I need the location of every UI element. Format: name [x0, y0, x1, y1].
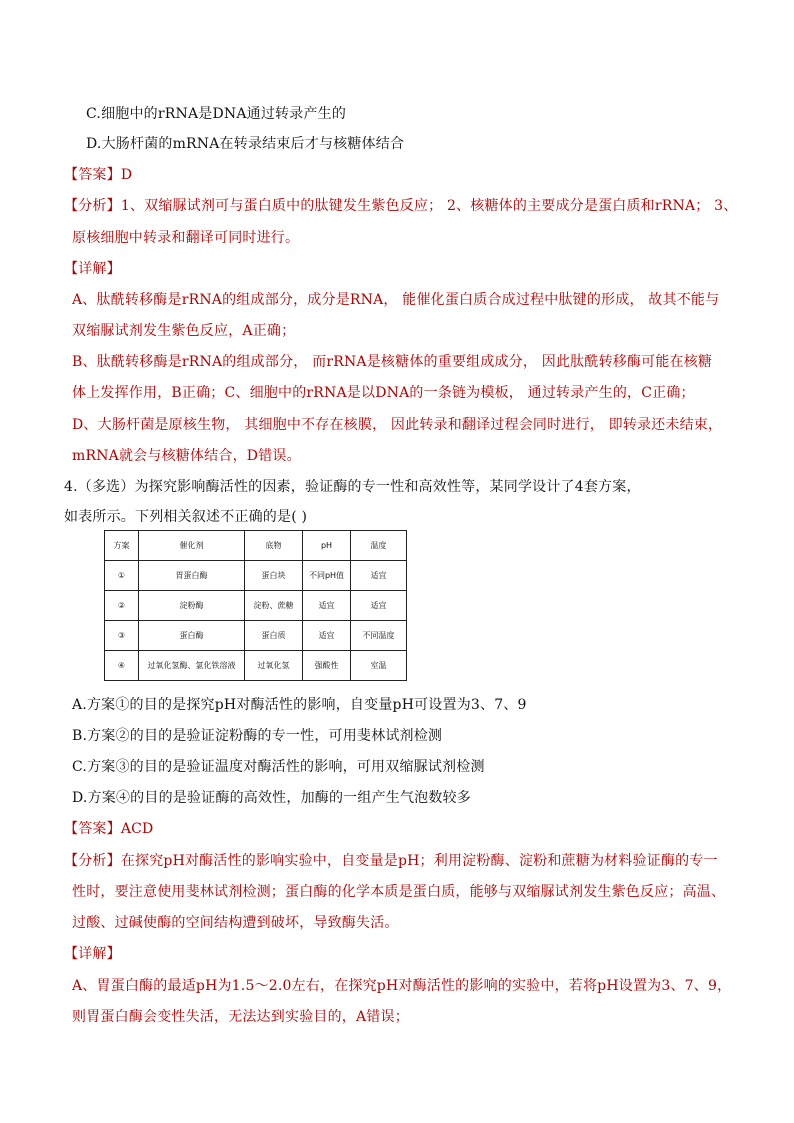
table-cell: 蛋白块: [245, 561, 303, 591]
analysis-row-3: 过酸、过碱使酶的空间结构遭到破坏，导致酶失活。: [72, 915, 399, 931]
table-row: [105, 591, 407, 621]
scheme-table: [104, 530, 407, 681]
table-cell: 适宜: [351, 591, 407, 621]
table-cell: ③: [105, 621, 139, 651]
table-header: pH: [303, 531, 351, 561]
table-cell: 不同温度: [351, 621, 407, 651]
table-cell: ②: [105, 591, 139, 621]
table-cell: ④: [105, 651, 139, 681]
table-row: [105, 561, 407, 591]
table-header: 催化剂: [139, 531, 245, 561]
analysis-row-1: [64, 851, 718, 871]
table-header: 方案: [105, 531, 139, 561]
option-d: D.大肠杆菌的mRNA在转录结束后才与核糖体结合: [86, 136, 405, 152]
analysis-text: 在探究pH对酶活性的影响实验中，自变量是pH；利用淀粉酶、淀粉和蔗糖为材料验证酶的专一: [120, 853, 718, 869]
table-cell: 淀粉、蔗糖: [245, 591, 303, 621]
analysis-tag: 【分析】: [64, 853, 121, 869]
table-cell: 蛋白质: [245, 621, 303, 651]
option-c: C.细胞中的rRNA是DNA通过转录产生的: [86, 106, 347, 122]
table-cell: 过氧化氢酶、氯化铁溶液: [139, 651, 245, 681]
table-cell: 适宜: [303, 621, 351, 651]
analysis-row-1: [64, 196, 737, 216]
answer-tag: 【答案】: [64, 167, 121, 183]
table-cell: ①: [105, 561, 139, 591]
table-row: [105, 621, 407, 651]
answer-row: [64, 165, 132, 185]
option-c: C.方案③的目的是验证温度对酶活性的影响，可用双缩脲试剂检测: [72, 759, 485, 775]
table-cell: 不同pH值: [303, 561, 351, 591]
table-cell: 淀粉酶: [139, 591, 245, 621]
answer-value: D: [120, 167, 133, 183]
table-row: [105, 651, 407, 681]
table-header-row: [105, 531, 407, 561]
table-cell: 胃蛋白酶: [139, 561, 245, 591]
option-a: A.方案①的目的是探究pH对酶活性的影响，自变量pH可设置为3、7、9: [72, 697, 527, 713]
question-stem-1: 4.（多选）为探究影响酶活性的因素，验证酶的专一性和高效性等，某同学设计了4套方案，: [64, 479, 641, 495]
table-cell: 适宜: [351, 561, 407, 591]
analysis-text: 1、双缩脲试剂可与蛋白质中的肽键发生紫色反应； 2、核糖体的主要成分是蛋白质和rRNA； 3、: [120, 198, 738, 214]
detail-line: 则胃蛋白酶会变性失活，无法达到实验目的，A错误；: [72, 1009, 409, 1025]
detail-line: 双缩脲试剂发生紫色反应，A正确；: [72, 323, 296, 339]
answer-row: [64, 819, 153, 839]
question-stem-2: 如表所示。下列相关叙述不正确的是( ): [64, 509, 308, 525]
answer-value: ACD: [120, 821, 154, 837]
detail-line: B、肽酰转移酶是rRNA的组成部分， 而rRNA是核糖体的重要组成成分， 因此肽酰转移酶可能在核糖: [72, 354, 713, 370]
detail-line: 体上发挥作用，B正确；C、细胞中的rRNA是以DNA的一条链为模板， 通过转录产生的，C正确；: [72, 385, 695, 401]
detail-line: A、胃蛋白酶的最适pH为1.5～2.0左右，在探究pH对酶活性的影响的实验中，若将pH设置为3、7、9，: [72, 978, 732, 994]
detail-tag: 【详解】: [64, 261, 121, 277]
option-b: B.方案②的目的是验证淀粉酶的专一性，可用斐林试剂检测: [72, 728, 443, 744]
table-cell: 室温: [351, 651, 407, 681]
table-cell: 适宜: [303, 591, 351, 621]
answer-tag: 【答案】: [64, 821, 121, 837]
analysis-row-2: 性时，要注意使用斐林试剂检测；蛋白酶的化学本质是蛋白质，能够与双缩脲试剂发生紫色反应；高温、: [72, 884, 726, 900]
analysis-row-2: 原核细胞中转录和翻译可同时进行。: [72, 230, 300, 246]
table-header: 温度: [351, 531, 407, 561]
detail-tag: 【详解】: [64, 946, 121, 962]
analysis-tag: 【分析】: [64, 198, 121, 214]
detail-line: mRNA就会与核糖体结合，D错误。: [72, 448, 301, 464]
table-header: 底物: [245, 531, 303, 561]
option-d: D.方案④的目的是验证酶的高效性，加酶的一组产生气泡数较多: [72, 790, 471, 806]
table-cell: 蛋白酶: [139, 621, 245, 651]
table-cell: 过氧化氢: [245, 651, 303, 681]
table-cell: 强酸性: [303, 651, 351, 681]
detail-line: A、肽酰转移酶是rRNA的组成部分，成分是RNA， 能催化蛋白质合成过程中肽键的形成， 故其不能与: [72, 292, 720, 308]
detail-line: D、大肠杆菌是原核生物， 其细胞中不存在核膜， 因此转录和翻译过程会同时进行， 即转录还未结束，: [72, 417, 723, 433]
